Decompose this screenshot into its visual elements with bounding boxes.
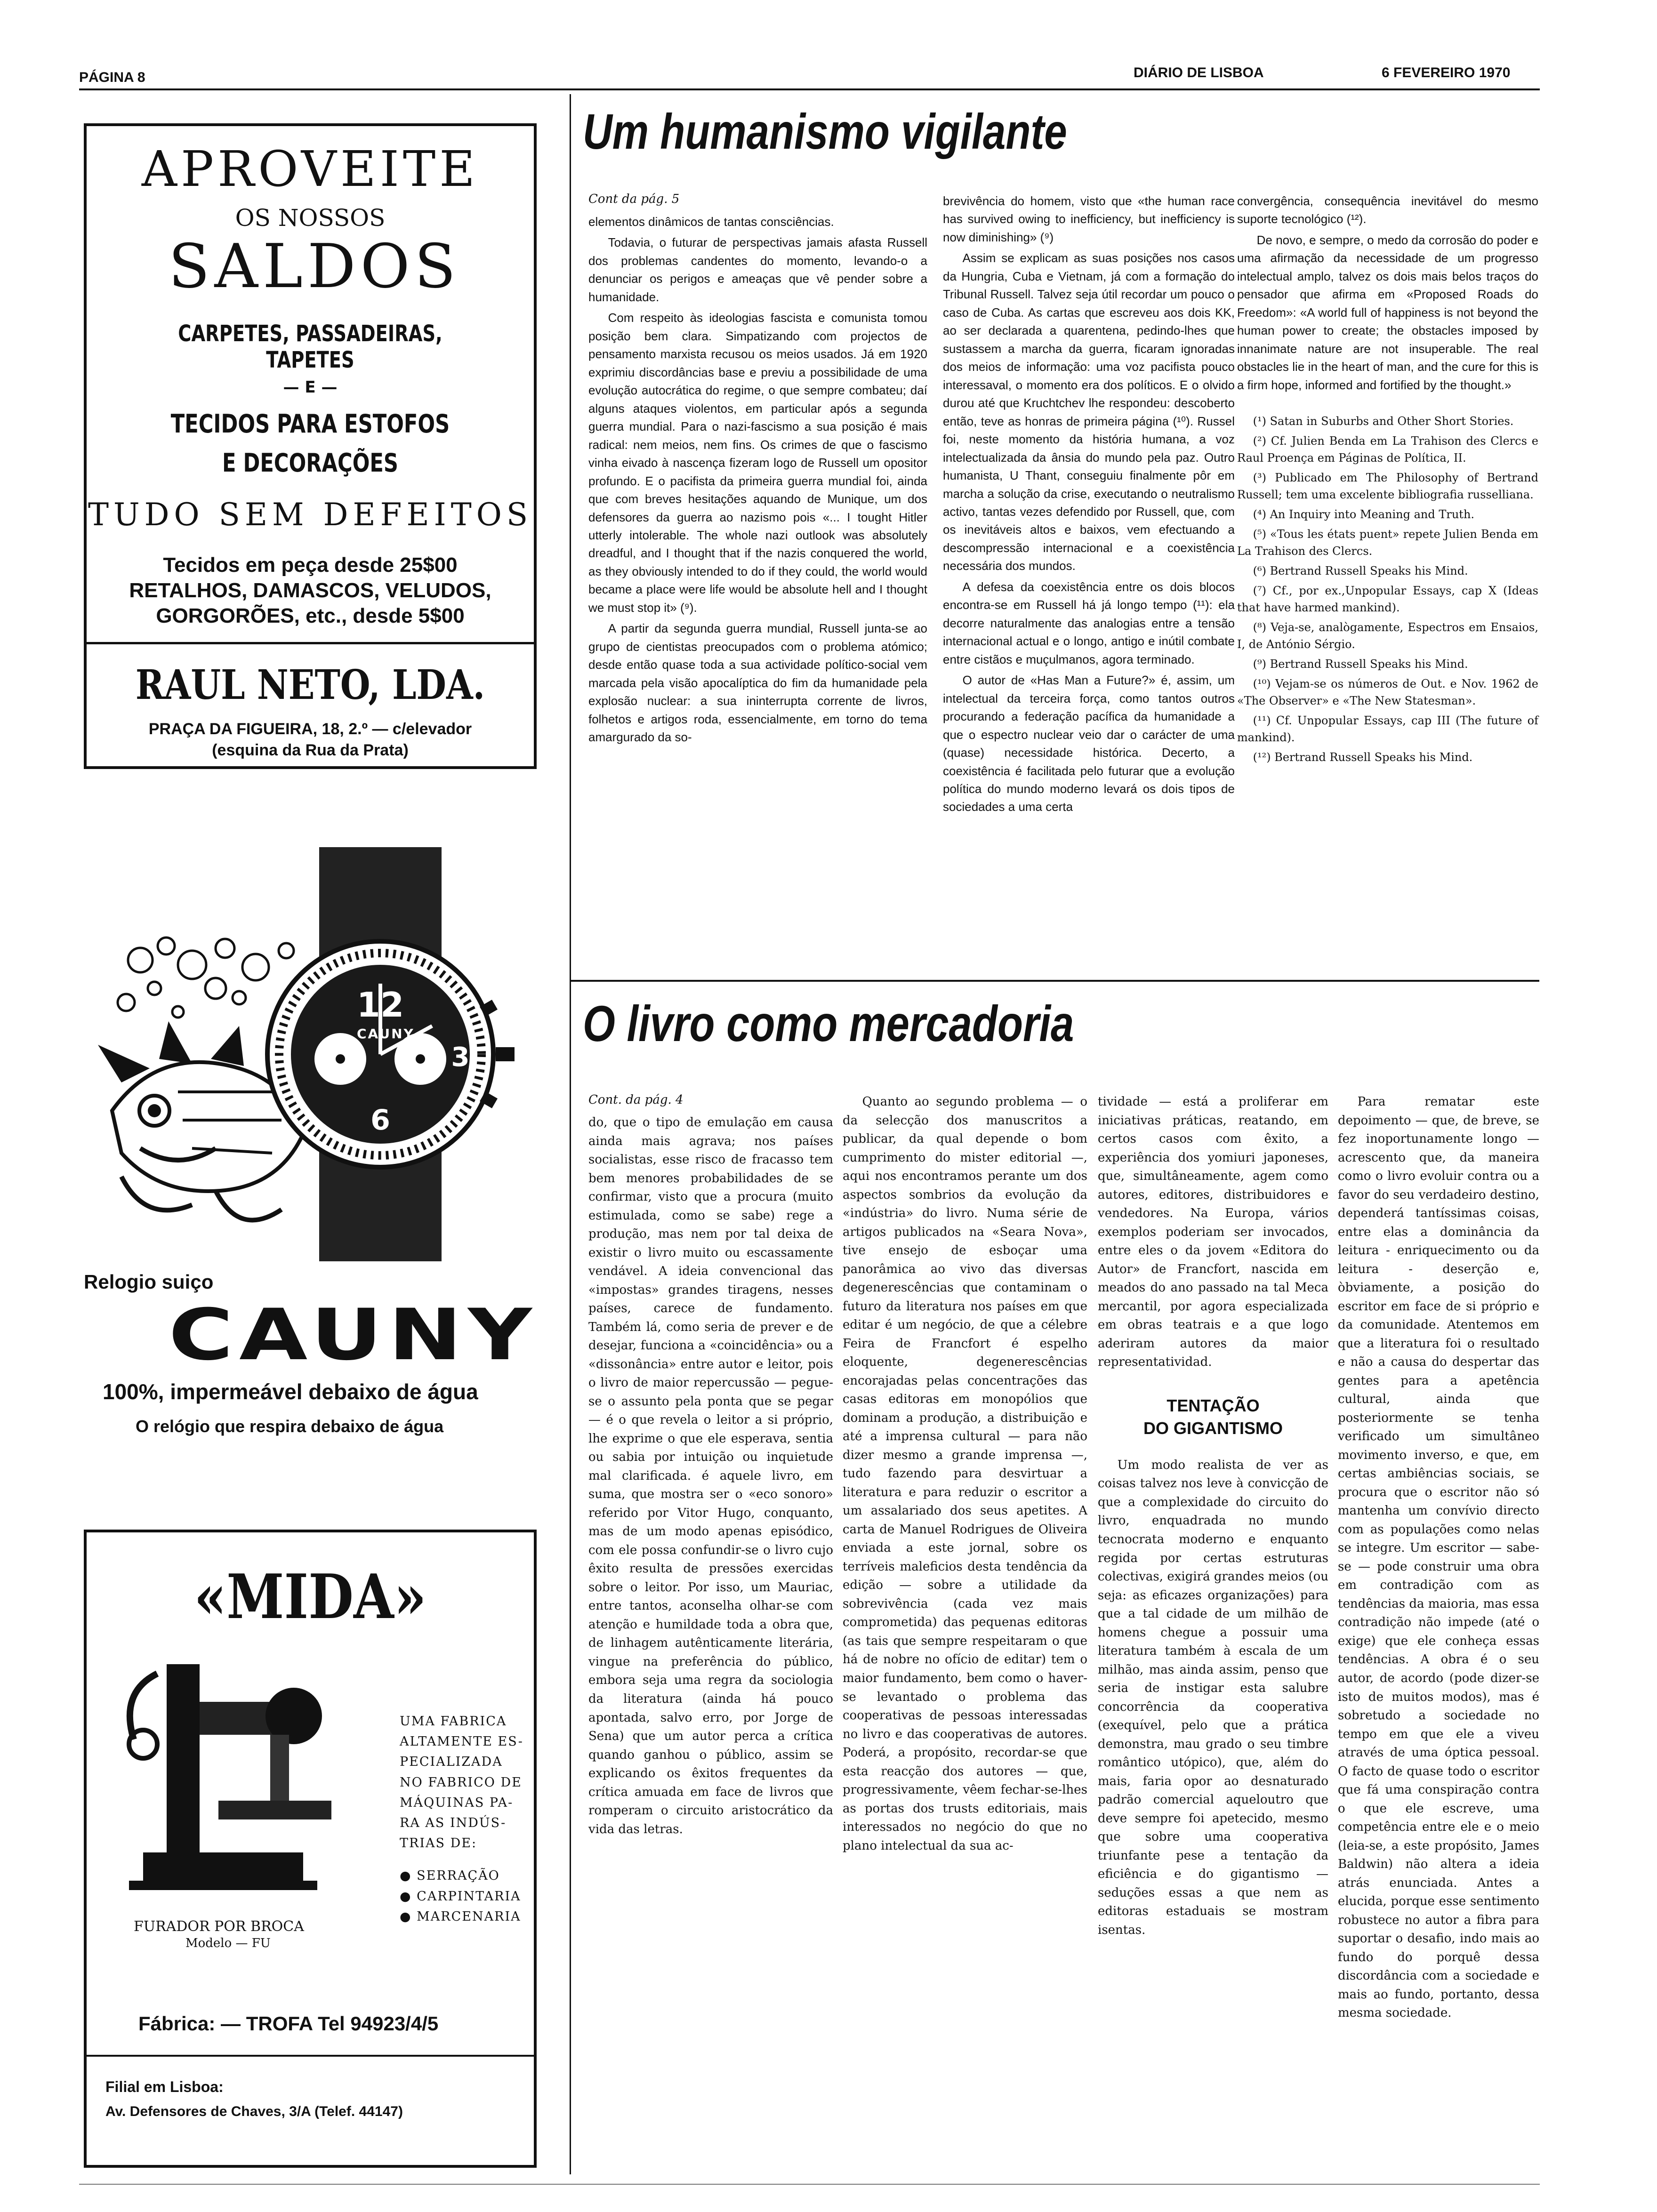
- article2-paragraph: Quanto ao segundo problema — o da selecção dos manuscritos a publicar, da qual depende o bom cumprimento do mister editorial —, aqui nos encontramos perante um dos aspectos sombrios da evolução da «indústria» do livro. Numa série de artigos publicados na «Seara Nova», tive ensejo de esboçar uma panorâmica ao vivo das diversas degenerescências que contaminam o futuro da literatura nos países em que editar é um negócio, de que a célebre Feira de Francfort é espelho eloquente, degenerescências encorajadas pelas concentrações das casas editoras em monopólios que dominam a produção, a distribuição e até a imprensa cultural — para não dizer mesmo a grande imprensa —, tudo fazendo para desvirtuar a literatura e para reduzir o escritor a um assalariado dos seus apetites. A carta de Manuel Rodrigues de Oliveira enviada a este jornal, sobre os terríveis maleficios desta tendência da edição — sobre a utilidade da sobrevivência (cada vez mais comprometida) das pequenas editoras (as tais que sempre respeitaram o que há de nobre no ofício de editar) tem o maior fundamento, bem como o haver-se levantado o problema das cooperativas de pessoas interessadas no livro e das cooperativas de autores. Poderá, a propósito, recordar-se que esta reacção dos autores — que, progressivamente, vêem fechar-se-lhes as portas dos trusts editoriais, mais interessados no negócio do que no plano intelectual da sua ac-: [843, 1095, 1087, 1853]
- ad-mida: [84, 1530, 537, 2168]
- article2-column3: [1098, 1093, 1328, 1942]
- article1-continuation: Cont da pág. 5: [588, 192, 680, 206]
- article1-column3: [1237, 192, 1538, 769]
- article1-paragraph: A partir da segunda guerra mundial, Russell junta-se ao grupo de cientistas preocupados com o problema atómico; desde então quase toda a sua actividade político-social vem marcada pela visão apocalíptica do fim da humanidade pela explosão nuclear: a sua ininterrupta corrente de livros, folhetos e artigos roda, essencialmente, em torno do tema amargurado da so-: [588, 621, 927, 745]
- ad-saldos-line2a: OS NOSSOS: [235, 204, 386, 232]
- article2-paragraph: Um modo realista de ver as coisas talvez nos leve à convicção de que a complexidade do circuito do livro, enquadrada no mundo tecnocrata moderno e enquanto regida por certas estruturas colectivas, exigirá grandes meios (ou seja: as eficazes organizações) para que a tal cidade de um milhão de homens chegue a possuir uma literatura também à escala de um milhão, mas ainda assim, penso que seria de instigar esta salubre concorrência da cooperativa (exequível, pelo que a prática demonstra, mau grado o seu timbre romântico utópico), que, além do mais, faria opor ao desnaturado padrão comercial aqueloutro que deve sempre foi apetecido, mesmo que sobre uma cooperativa triunfante pese a tentação da eficiência e do gigantismo — seduções essas a que nem as editoras estaduais se mostram isentas.: [1098, 1458, 1328, 1937]
- ad-saldos-line4: — E —: [283, 378, 338, 397]
- watch-brand: CAUNY: [357, 1026, 415, 1042]
- ad-saldos-line2b: SALDOS: [168, 232, 461, 302]
- footnote: (⁸) Veja-se, analògamente, Espectros em Ensaios, I, de António Sérgio.: [1237, 621, 1538, 651]
- article2-column2: [843, 1093, 1087, 1858]
- mida-rule: [87, 2055, 534, 2057]
- article1-headline: Um humanismo vigilante: [583, 104, 1067, 160]
- mida-description: [400, 1711, 531, 1927]
- article-separator: [571, 980, 1539, 982]
- article1-paragraph: convergência, consequência inevitável do mesmo suporte tecnológico (¹²).: [1237, 194, 1538, 226]
- article2-paragraph: Para rematar este depoimento — que, de breve, se fez inoportunamente longo — acrescento que, da maneira como o livro evoluir contra ou a favor do seu verdadeiro destino, dependerá tantíssimas coisas, entre elas a dominância da leitura - enriquecimento ou da leitura - deserção e, òbviamente, a posição do escritor em face de si próprio e da comunidade. Atentemos em que a literatura foi o resultado e não a causa do despertar das gentes para a apetência cultural, ainda que posteriormente se tenha verificado um simultâneo movimento inverso, e que, em certas ambiências sociais, se procura que o escritor não só mantenha um convívio directo com as populações como nelas se integre. Um escritor — sabe-se — pode construir uma obra em contradição com as tendências da maioria, mas essa contradição não impede (até o exige) que ele conheça essas tendências. A obra é o seu autor, de acordo (pode dizer-se isto de muitos modos), mas é sobretudo a sociedade no tempo em que ele a viveu através de uma óptica pessoal. O facto de quase todo o escritor que fá uma conspiração contra o que ele escreve, uma competência entre ele e o meio (leia-se, a este propósito, James Baldwin) não altera a ideia atrás enunciada. Antes a elucida, porque esse sentimento robustece no autor a fibra para suportar o desafio, indo mais ao fundo do porquê dessa discordância com a sociedade e mais ao fundo, portanto, dessa mesma sociedade.: [1338, 1095, 1539, 2020]
- svg-text:12: 12: [356, 985, 404, 1025]
- mida-item: ● CARPINTARIA: [400, 1889, 521, 1904]
- subhead-line2: DO GIGANTISMO: [1143, 1419, 1283, 1438]
- ad-saldos-line7: TUDO SEM DEFEITOS: [88, 497, 533, 533]
- article1-paragraph: elementos dinâmicos de tantas consciências.: [588, 215, 834, 229]
- article2-subhead: [1098, 1395, 1328, 1440]
- article1-paragraph: brevivência do homem, visto que «the human race has survived owing to inefficiency, but inefficiency is now diminishing» (⁹): [943, 194, 1235, 244]
- issue-date: 6 FEVEREIRO 1970: [1382, 65, 1511, 80]
- ad-cauny: [84, 847, 537, 1483]
- mida-branch: Filial em Lisboa:: [105, 2078, 224, 2095]
- svg-text:6: 6: [370, 1104, 390, 1137]
- ad-saldos-line3: CARPETES, PASSADEIRAS, TAPETES: [178, 321, 442, 373]
- footnote: (⁷) Cf., por ex.,Unpopular Essays, cap X (Ideas that have harmed mankind).: [1237, 584, 1538, 615]
- ad-saldos-rule: [87, 642, 534, 644]
- footnote: (⁵) «Tous les états puent» repete Julien Benda em La Trahison des Clercs.: [1237, 528, 1538, 558]
- footnote: (⁶) Bertrand Russell Speaks his Mind.: [1253, 564, 1468, 578]
- mida-desc-line: TRIAS DE:: [400, 1836, 477, 1851]
- mida-desc-line: NO FABRICO DE: [400, 1775, 522, 1790]
- header-rule: [79, 88, 1540, 90]
- footnote: (¹) Satan in Suburbs and Other Short Stories.: [1253, 415, 1514, 428]
- mida-desc-line: UMA FABRICA: [400, 1714, 507, 1729]
- cauny-tagline1: Relogio suiço: [84, 1271, 214, 1293]
- ad-saldos-line2: [87, 204, 534, 302]
- footer-rule: [79, 2184, 1540, 2185]
- newspaper-name: DIÁRIO DE LISBOA: [1134, 65, 1264, 80]
- footnote: (⁴) An Inquiry into Meaning and Truth.: [1253, 508, 1475, 521]
- ad-saldos-address2: (esquina da Rua da Prata): [212, 741, 409, 759]
- article1-column1: [588, 192, 927, 749]
- footnote: (¹²) Bertrand Russell Speaks his Mind.: [1253, 751, 1473, 764]
- article1-notes: [1237, 413, 1538, 766]
- article2-column1: [588, 1093, 833, 1842]
- article2-paragraph: do, que o tipo de emulação em causa ainda mais agrava; nos países socialistas, esse risco de fracasso tem bem menores probabilidades de se confirmar, visto que a procura (muito estimulada, como se sabe) rege a produção, mas nem por tal deixa de existir o livro muito ou escassamente vendável. A ideia convencional das «impostas» grandes tiragens, nesses países, carece de fundamento. Também lá, como seria de prever e de desejar, funciona a «coincidência» ou a «dissonância» entre autor e leitor, pois o livro de maior repercussão — pegue-se o assunto pela ponta que se pegar — é o que revela o leitor a si próprio, lhe exprime o que ele esperava, sentia ou sabia por intuição ou inquietude mal clarificada. é aquele livro, em suma, que mostra ser o «eco sonoro» referido por Vitor Hugo, conquanto, mas de um modo apenas episódico, com ele possa confundir-se o livro cujo êxito resulta de pressões exercidas sobre o leitor. Por isso, um Mauriac, entre tantos, aconselha olhar-se com atenção e humildade toda a obra que, de linhagem autênticamente literária, vingue na preferência do público, embora seja uma regra da sociologia da literatura (ainda há pouco apontada, salvo erro, por Jorge de Sena) que um autor perca a crítica quando ganhou o público, assim se explicando os êxitos frequentes da crítica amuada em face de livros que romperam o circuito aristocrático da vida das letras.: [588, 1115, 833, 1836]
- ad-saldos-line5: TECIDOS PARA ESTOFOS: [170, 409, 450, 439]
- mida-desc-line: PECIALIZADA: [400, 1755, 503, 1770]
- mida-factory: Fábrica: — TROFA Tel 94923/4/5: [138, 2012, 439, 2035]
- ad-saldos-line8: Tecidos em peça desde 25$00: [163, 553, 458, 577]
- article2-continuation: Cont. da pág. 4: [588, 1093, 684, 1107]
- mida-item: ● MARCENARIA: [400, 1909, 521, 1924]
- cauny-tagline2: 100%, impermeável debaixo de água: [103, 1379, 478, 1404]
- page-number: PÁGINA 8: [79, 70, 145, 85]
- article1-paragraph: De novo, e sempre, o medo da corrosão do poder e uma afirmação da necessidade de um progresso intelectual amplo, talvez os dois mais belos traços do pensador que afirma em «Proposed Roads do Freedom»: «A world full of happiness is not beyond the human power to create; the obstacles imposed by innanimate nature are not insuperable. The real obstacles lie in the heart of man, and the cure for this is a firm hope, informed and fortified by the thought.»: [1237, 232, 1538, 392]
- article1-paragraph: A defesa da coexistência entre os dois blocos encontra-se em Russell há já longo tempo (¹¹): ela decorre naturalmente das analogias entre a tensão internacional actual e o longo, antigo e inútil combate entre cistãos e muçulmanos, agora terminado.: [943, 579, 1235, 666]
- watch-icon: [267, 941, 515, 1167]
- footnote: (¹¹) Cf. Unpopular Essays, cap III (The future of mankind).: [1237, 714, 1538, 745]
- mida-caption1: FURADOR POR BROCA: [134, 1918, 304, 1935]
- ad-saldos-company: RAUL NETO, LDA.: [135, 661, 485, 709]
- mida-item: ● SERRAÇÃO: [400, 1868, 500, 1883]
- article1-paragraph: Com respeito às ideologias fascista e comunista tomou posição bem clara. Simpatizando com projectos de pensamento marxista recusou os meios usados. Já em 1920 exprimiu discordâncias base e previu a possibilidade de uma evolução autocrática do regime, o que sempre combateu; daí alguns ataques violentos, em particular após a segunda guerra mundial. Para o nazi-fascismo a sua posição é mais radical: nem meios, nem fins. Os crimes de que o fascismo vinha eivado à nascença fizeram logo de Russell um opositor profundo. E o pacifista da primeira guerra mundial foi, ainda que com breves hesitações aquando de Munique, um dos defensores da guerra ao nazismo pois «... I tought Hitler utterly intolerable. The whole nazi outlook was absolutely dreadful, and I thought that if the nazis conquered the world, as they obviously intended to do if they could, the world would became a place were life would be absolute hell and I thought we must stop it» (⁹).: [588, 311, 927, 615]
- drill-machine-illustration: [115, 1645, 360, 1909]
- article2-paragraph: tividade — está a proliferar em iniciativas práticas, reatando, em certos casos com êxito, a experiência dos yomiuri japoneses, que, simultâneamente, agem como autores, editores, distribuidores e vendedores. Na Europa, vários exemplos poderiam ser invocados, entre eles o da jovem «Editora do Autor» de Francfort, nascida em meados do ano passado na tal Meca mercantil, por agora especializada em obras teatrais e a que logo aderiram autores da maior representatividad.: [1098, 1095, 1328, 1370]
- watch-illustration: [84, 847, 537, 1271]
- article2-column4: [1338, 1093, 1539, 2026]
- mida-desc-line: MÁQUINAS PA-: [400, 1795, 514, 1810]
- article1-column2: [943, 192, 1235, 819]
- mida-branch-address: Av. Defensores de Chaves, 3/A (Telef. 44147): [105, 2104, 403, 2119]
- ad-saldos-line10: GORGORÕES, etc., desde 5$00: [156, 604, 465, 627]
- mida-caption2: Modelo — FU: [185, 1936, 271, 1950]
- article1-paragraph: Assim se explicam as suas posições nos casos da Hungria, Cuba e Vietnam, já com a formação do Tribunal Russell. Talvez seja útil recordar um pouco o caso de Cuba. As cartas que escreveu aos dois KK, ao ser declarada a quarentena, pedindo-lhes que sustassem a marcha da guerra, ficaram ignoradas dos meios de informação: uma voz pacifista pouco interessaval, o momento era dos políticos. E o olvido durou até que Kruchtchev lhe respondeu: descoberto então, teve as honras de primeira página (¹⁰). Russel foi, neste momento da história humana, a voz intelectualizada da ânsia do mundo pela paz. Outro humanista, U Thant, conseguiu finalmente pôr em marcha a solução da crise, executando o neutralismo activo, tantas vezes defendido por Russell, que, com os inevitáveis altos e baixos, vem efectuando a descompressão internacional e a coexistência necessária dos mundos.: [943, 251, 1235, 573]
- ad-saldos: [84, 123, 537, 769]
- article2-headline: O livro como mercadoria: [583, 995, 1074, 1052]
- footnote: (³) Publicado em The Philosophy of Bertrand Russell; tem uma excelente bibliografia russelliana.: [1237, 471, 1538, 502]
- footnote: (¹⁰) Vejam-se os números de Out. e Nov. 1962 de «The Observer» e «The New Statesman».: [1237, 677, 1538, 708]
- subhead-line1: TENTAÇÃO: [1166, 1395, 1260, 1415]
- bubbles-icon: [118, 938, 294, 1018]
- article1-paragraph: O autor de «Has Man a Future?» é, assim, um intelectual da terceira força, como tantos outros procurando a federação pacífica da humanidade a que o espectro nuclear veio dar o carácter de uma (quase) necessidade histórica. Decerto, a coexistência é facilitada pelo futurar que a evolução política do mundo moderno levará os dois tipos de sociedades a uma certa: [943, 673, 1235, 814]
- ad-saldos-line9: RETALHOS, DAMASCOS, VELUDOS,: [129, 579, 491, 602]
- svg-text:3: 3: [451, 1042, 470, 1073]
- ad-saldos-line1: APROVEITE: [141, 140, 479, 198]
- article1-paragraph: Todavia, o futurar de perspectivas jamais afasta Russell dos problemas candentes do momento, levando-o a denunciar os perigos e ameaças que vê pender sobre a humanidade.: [588, 235, 927, 304]
- footnote: (⁹) Bertrand Russell Speaks his Mind.: [1253, 657, 1468, 671]
- column-rule: [570, 94, 571, 2174]
- ad-saldos-line6: E DECORAÇÕES: [222, 448, 399, 478]
- mida-desc-line: ALTAMENTE ES-: [400, 1734, 523, 1749]
- mida-desc-line: RA AS INDÚS-: [400, 1815, 507, 1830]
- ad-saldos-address: PRAÇA DA FIGUEIRA, 18, 2.º — c/elevador: [148, 720, 472, 738]
- mida-title: «MIDA»: [194, 1561, 426, 1633]
- footnote: (²) Cf. Julien Benda em La Trahison des Clercs e Raul Proença em Páginas de Política, II.: [1237, 434, 1538, 465]
- cauny-tagline3: O relógio que respira debaixo de água: [136, 1417, 444, 1436]
- cauny-logo: CAUNY: [169, 1294, 538, 1376]
